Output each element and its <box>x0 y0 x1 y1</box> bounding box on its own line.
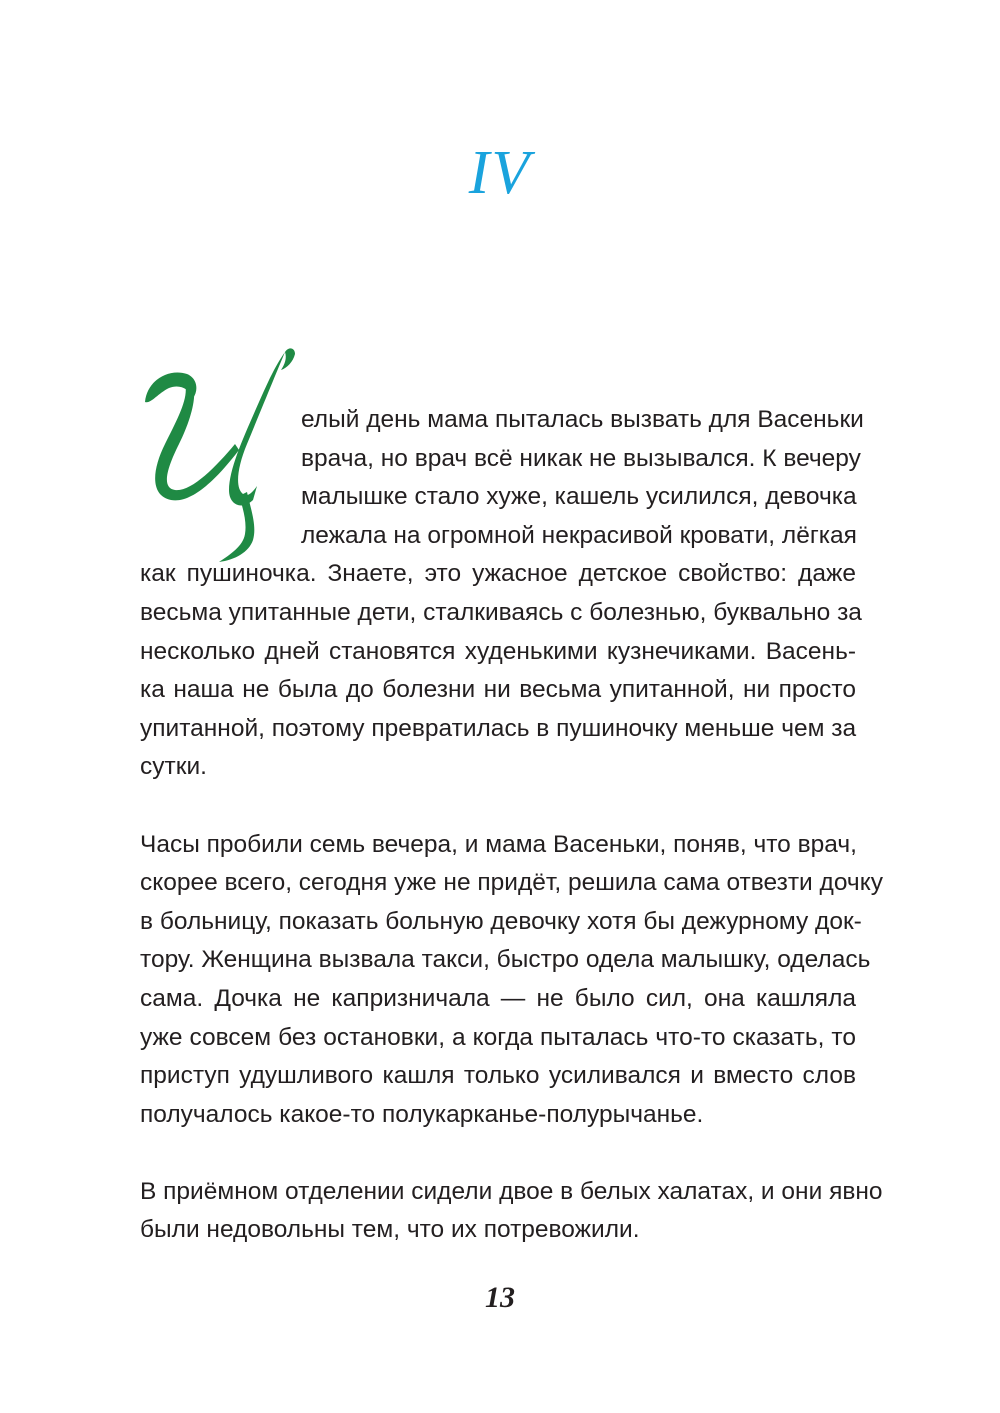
text-line: были недовольны тем, что их потревожили. <box>140 1216 640 1244</box>
paragraph-gap <box>140 1134 856 1173</box>
text-line: уже совсем без остановки, а когда пыталась что-то сказать, то <box>140 1023 856 1051</box>
text-line: весьма упитанные дети, сталкиваясь с болезнью, буквально за <box>140 598 862 626</box>
paragraph-gap <box>140 787 856 826</box>
text-line: сутки. <box>140 753 207 781</box>
text-line: как пушиночка. Знаете, это ужасное детское свойство: даже <box>140 560 856 588</box>
body-text <box>140 401 883 1250</box>
text-line: Часы пробили семь вечера, и мама Васеньки, поняв, что врач, <box>140 830 857 858</box>
text-line: упитанной, поэтому превратилась в пушиночку меньше чем за <box>140 714 857 742</box>
text-line: скорее всего, сегодня уже не придёт, решила сама отвезти дочку <box>140 869 883 897</box>
page-number: 13 <box>485 1281 515 1314</box>
text-line: в больницу, показать больную девочку хотя бы дежурному док- <box>140 907 862 935</box>
text-line: врача, но врач всё никак не вызывался. К вечеру <box>301 444 861 472</box>
chapter-number: IV <box>468 139 532 207</box>
text-line: ка наша не была до болезни ни весьма упитанной, ни просто <box>140 676 856 704</box>
text-line: приступ удушливого кашля только усиливался и вместо слов <box>140 1062 856 1090</box>
text-line: сама. Дочка не капризничала — не было сил, она кашляла <box>140 984 856 1012</box>
text-line: получалось какое-то полукарканье-полурычанье. <box>140 1100 704 1128</box>
text-line: тору. Женщина вызвала такси, быстро одела малышку, оделась <box>140 946 871 974</box>
text-line: елый день мама пыталась вызвать для Васеньки <box>301 406 864 433</box>
text-line: малышке стало хуже, кашель усилился, девочка <box>301 483 857 511</box>
text-line: В приёмном отделении сидели двое в белых халатах, и они явно <box>140 1177 883 1205</box>
text-line: лежала на огромной некрасивой кровати, лёгкая <box>301 521 857 549</box>
text-line: несколько дней становятся худенькими кузнечиками. Васень- <box>140 637 856 665</box>
